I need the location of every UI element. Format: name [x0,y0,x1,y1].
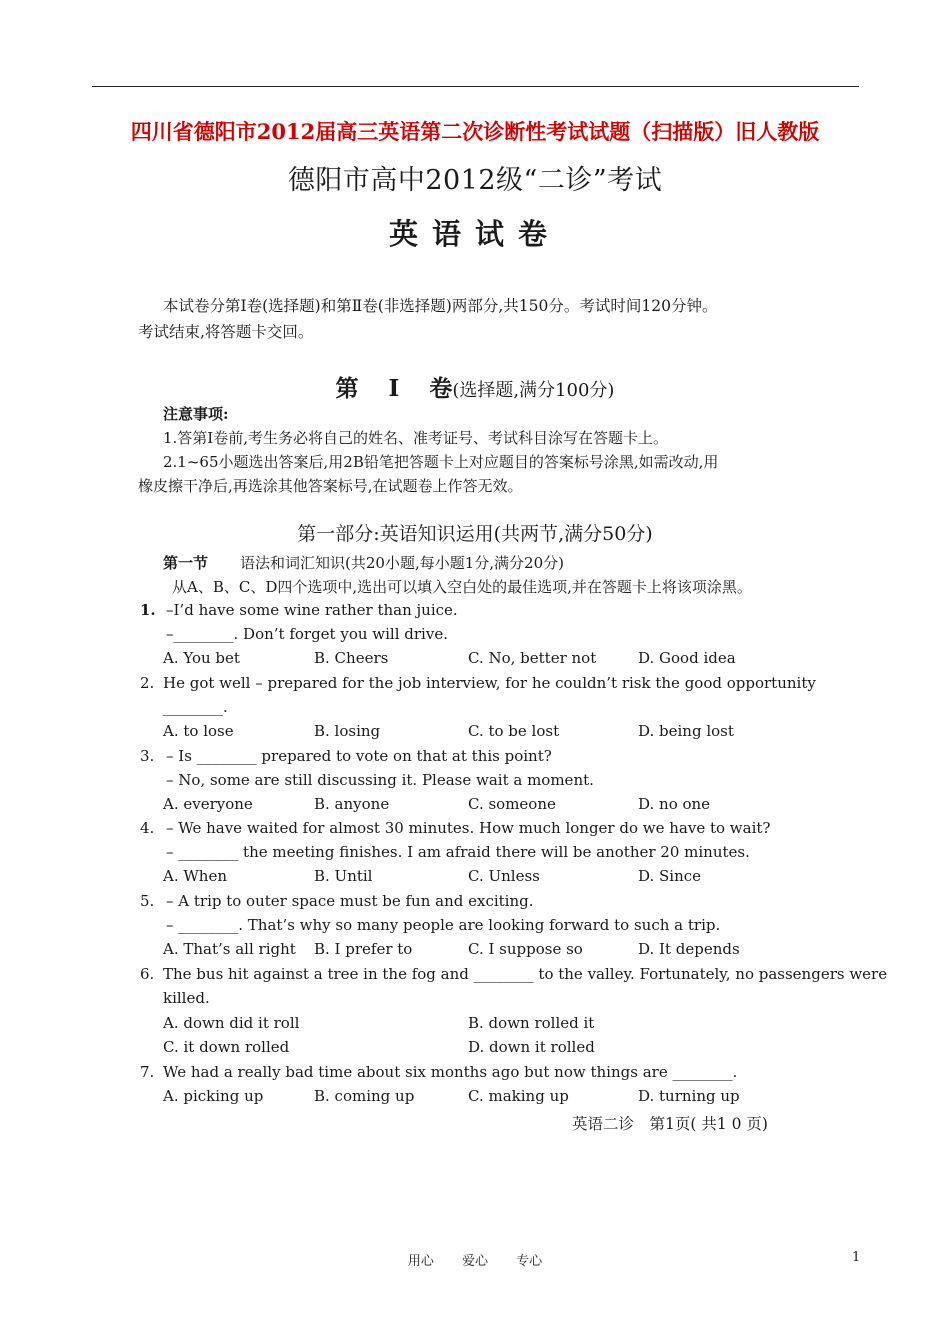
question-line: ________. [163,698,228,716]
question-number: 6. [140,965,155,983]
option-a: A. When [163,867,227,885]
volume-label-a: 第 [335,375,359,402]
option-a: A. down did it roll [163,1014,300,1032]
option-d: D. turning up [638,1087,740,1105]
option-c: C. making up [468,1087,569,1105]
intro-line-2: 考试结束,将答题卡交回。 [138,323,314,341]
option-c: C. Unless [468,867,540,885]
volume-sub: (选择题,满分100分) [452,380,615,401]
option-d: D. no one [638,795,711,813]
document-red-title: 四川省德阳市2012届高三英语第二次诊断性考试试题（扫描版）旧人教版 [130,119,820,144]
option-a: A. picking up [163,1087,264,1105]
section-title: 语法和词汇知识(共20小题,每小题1分,满分20分) [240,554,564,572]
question-line: – Is ________ prepared to vote on that at this point? [166,747,552,765]
question-line: We had a really bad time about six months ago but now things are ________. [163,1063,738,1081]
volume-1-heading [0,370,950,403]
question-number: 3. [140,747,155,765]
question-line: –________. Don’t forget you will drive. [166,625,448,643]
question-line: – We have waited for almost 30 minutes. How much longer do we have to wait? [166,819,771,837]
question-line: He got well – prepared for the job interview, for he couldn’t risk the good opportunity [163,674,816,692]
question-number: 5. [140,892,155,910]
option-d: D. Since [638,867,702,885]
option-d: D. being lost [638,722,734,740]
option-d: D. Good idea [638,649,736,667]
option-a: A. That’s all right [163,940,296,958]
top-rule [92,86,859,87]
option-c: C. No, better not [468,649,597,667]
question-line: The bus hit against a tree in the fog and ________ to the valley. Fortunately, no passengers were [163,965,888,983]
part-1-title: 第一部分:英语知识运用(共两节,满分50分) [297,523,653,545]
option-c: C. I suppose so [468,940,583,958]
notes-title: 注意事项: [163,405,229,423]
option-b: B. Cheers [314,649,389,667]
option-b: B. losing [314,722,381,740]
page-footer-label: 英语二诊 第1页( 共1 0 页) [572,1115,768,1133]
section-instruction: 从A、B、C、D四个选项中,选出可以填入空白处的最佳选项,并在答题卡上将该项涂黑。 [172,578,752,596]
question-line: – ________ the meeting finishes. I am afraid there will be another 20 minutes. [166,843,750,861]
exam-title: 德阳市高中2012级“二诊”考试 [287,165,663,196]
page-number: 1 [852,1250,861,1265]
section-label: 第一节 [163,554,209,572]
question-number: 4. [140,819,155,837]
option-a: A. everyone [163,795,253,813]
option-b: B. down rolled it [468,1014,595,1032]
question-line: – A trip to outer space must be fun and exciting. [166,892,534,910]
option-c: C. to be lost [468,722,560,740]
volume-label-c: 卷 [429,375,453,402]
volume-label-b: Ⅰ [388,375,400,402]
option-b: B. anyone [314,795,390,813]
option-b: B. I prefer to [314,940,413,958]
option-a: A. You bet [163,649,240,667]
option-d: D. down it rolled [468,1038,595,1056]
option-c: C. it down rolled [163,1038,290,1056]
notes-item-2-line-1: 2.1~65小题选出答案后,用2B铅笔把答题卡上对应题目的答案标号涂黑,如需改动,用 [163,453,719,471]
option-c: C. someone [468,795,556,813]
option-b: B. coming up [314,1087,415,1105]
question-number: 1. [140,601,156,619]
option-b: B. Until [314,867,373,885]
notes-item-1: 1.答第Ⅰ卷前,考生务必将自己的姓名、准考证号、考试科目涂写在答题卡上。 [163,429,669,447]
notes-item-2-line-2: 橡皮擦干净后,再选涂其他答案标号,在试题卷上作答无效。 [138,477,523,495]
question-number: 2. [140,674,155,692]
question-line: – ________. That’s why so many people are looking forward to such a trip. [166,916,721,934]
option-a: A. to lose [163,722,234,740]
question-number: 7. [140,1063,155,1081]
paper-title: 英语试卷 [388,217,561,251]
question-line: –I’d have some wine rather than juice. [166,601,458,619]
question-line: – No, some are still discussing it. Please wait a moment. [166,771,594,789]
intro-line-1: 本试卷分第Ⅰ卷(选择题)和第Ⅱ卷(非选择题)两部分,共150分。考试时间120分钟。 [163,297,718,315]
footer-motto: 用心 爱心 专心 [407,1254,543,1269]
question-line: killed. [163,989,210,1007]
option-d: D. It depends [638,940,740,958]
